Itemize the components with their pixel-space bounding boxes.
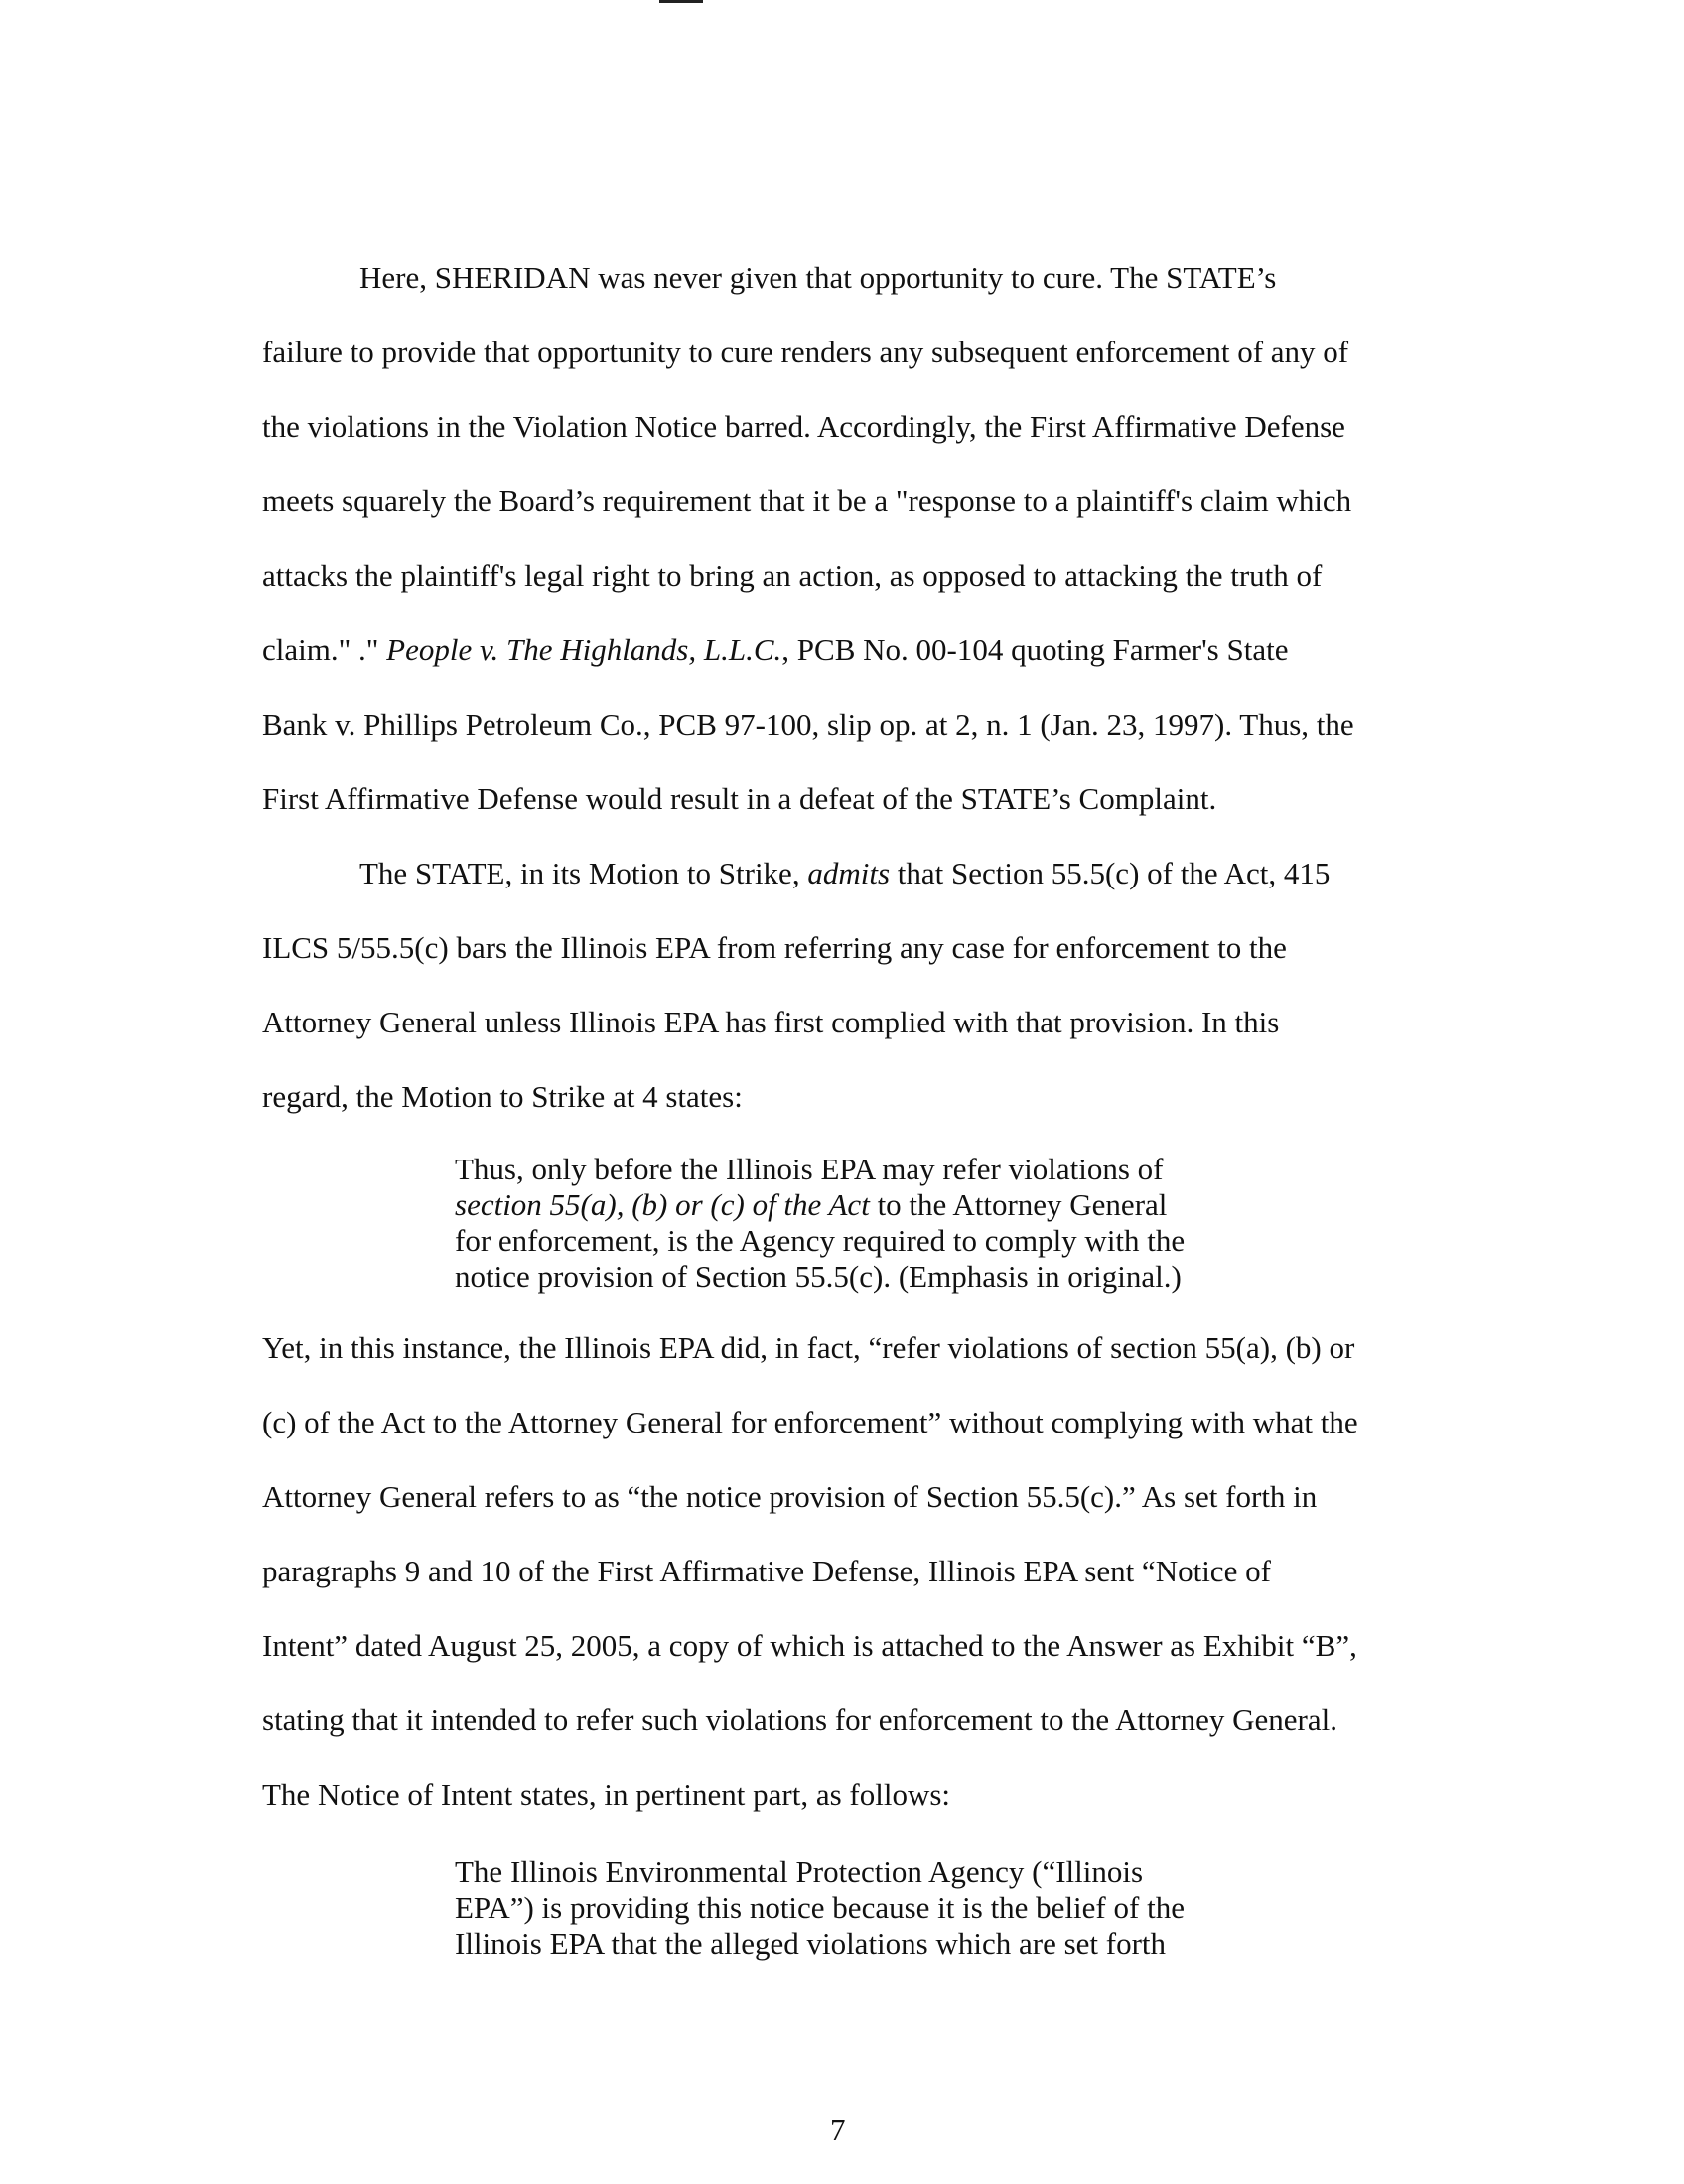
quote-1-line-1: Thus, only before the Illinois EPA may refer violations of bbox=[455, 1152, 1164, 1186]
quote-2-line-2: EPA”) is providing this notice because it is the belief of the bbox=[455, 1890, 1185, 1925]
paragraph-3-line-4: paragraphs 9 and 10 of the First Affirmative Defense, Illinois EPA sent “Notice of bbox=[262, 1554, 1271, 1588]
paragraph-1-line-2: failure to provide that opportunity to cure renders any subsequent enforcement of any of bbox=[262, 335, 1349, 369]
line-text: that Section 55.5(c) of the Act, 415 bbox=[890, 856, 1331, 890]
quote-1-line-2 bbox=[455, 1187, 1167, 1223]
quote-1-line-3: for enforcement, is the Agency required to comply with the bbox=[455, 1223, 1186, 1258]
quote-2-line-3: Illinois EPA that the alleged violations which are set forth bbox=[455, 1926, 1167, 1961]
case-citation: People v. The Highlands, L.L.C. bbox=[386, 632, 782, 667]
emphasis: section 55(a), (b) or (c) of the Act bbox=[455, 1187, 870, 1222]
paragraph-3-line-5: Intent” dated August 25, 2005, a copy of which is attached to the Answer as Exhibit “B”, bbox=[262, 1628, 1357, 1663]
paragraph-2-line-3: Attorney General unless Illinois EPA has first complied with that provision. In this bbox=[262, 1005, 1280, 1039]
paragraph-3-line-6: stating that it intended to refer such violations for enforcement to the Attorney General. bbox=[262, 1703, 1337, 1737]
page-number: 7 bbox=[830, 2113, 846, 2147]
paragraph-2-line-4: regard, the Motion to Strike at 4 states: bbox=[262, 1079, 743, 1114]
paragraph-1-line-3: the violations in the Violation Notice barred. Accordingly, the First Affirmative Defense bbox=[262, 409, 1345, 444]
paragraph-1-line-7: Bank v. Phillips Petroleum Co., PCB 97-100, slip op. at 2, n. 1 (Jan. 23, 1997). Thus, the bbox=[262, 707, 1354, 742]
paragraph-3-line-3: Attorney General refers to as “the notice provision of Section 55.5(c).” As set forth in bbox=[262, 1479, 1318, 1514]
line-text: to the Attorney General bbox=[869, 1187, 1168, 1222]
paragraph-3-line-7: The Notice of Intent states, in pertinent part, as follows: bbox=[262, 1777, 951, 1812]
line-text: , PCB No. 00-104 quoting Farmer's State bbox=[781, 632, 1289, 667]
line-text: The STATE, in its Motion to Strike, bbox=[359, 856, 808, 890]
paragraph-2-line-1 bbox=[359, 856, 1330, 891]
paragraph-1-line-8: First Affirmative Defense would result in a defeat of the STATE’s Complaint. bbox=[262, 781, 1217, 816]
quote-2-line-1: The Illinois Environmental Protection Agency (“Illinois bbox=[455, 1854, 1144, 1889]
emphasis: admits bbox=[807, 856, 891, 890]
quote-1-line-4: notice provision of Section 55.5(c). (Emphasis in original.) bbox=[455, 1259, 1182, 1294]
paragraph-1-line-6 bbox=[262, 632, 1288, 668]
paragraph-1-line-1: Here, SHERIDAN was never given that opportunity to cure. The STATE’s bbox=[359, 260, 1277, 295]
paragraph-1-line-4: meets squarely the Board’s requirement that it be a "response to a plaintiff's claim which bbox=[262, 483, 1352, 518]
paragraph-3-line-2: (c) of the Act to the Attorney General for enforcement” without complying with what the bbox=[262, 1405, 1358, 1439]
top-edge-mark bbox=[659, 0, 703, 3]
paragraph-3-line-1: Yet, in this instance, the Illinois EPA did, in fact, “refer violations of section 55(a), (b) or bbox=[262, 1330, 1355, 1365]
line-text: claim." ." bbox=[262, 632, 387, 667]
paragraph-2-line-2: ILCS 5/55.5(c) bars the Illinois EPA from referring any case for enforcement to the bbox=[262, 930, 1287, 965]
paragraph-1-line-5: attacks the plaintiff's legal right to bring an action, as opposed to attacking the truth of bbox=[262, 558, 1323, 593]
